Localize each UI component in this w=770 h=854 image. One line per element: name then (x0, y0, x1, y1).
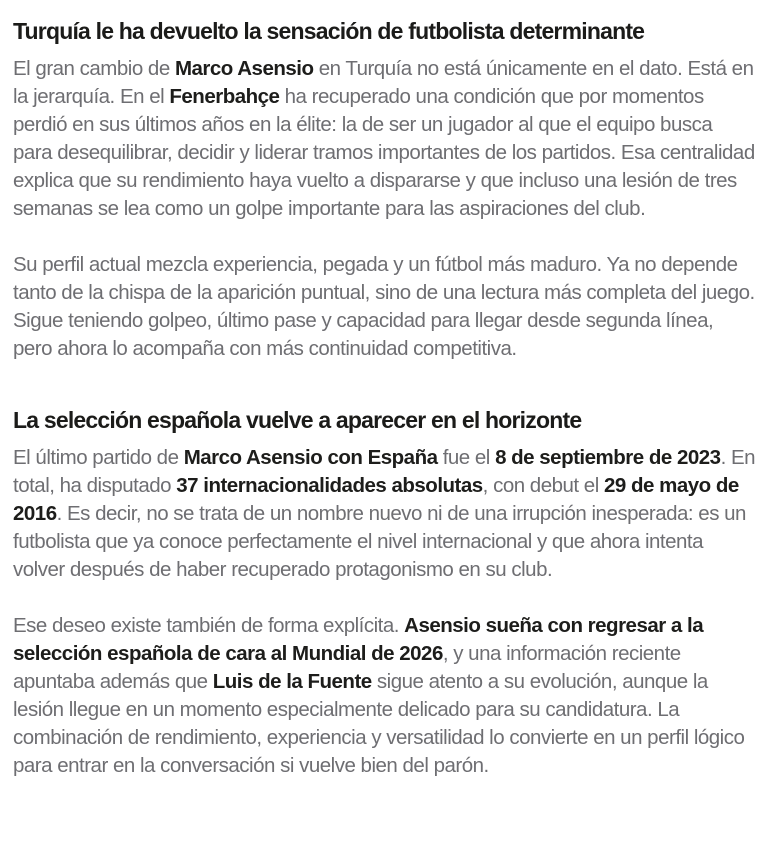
body-text: sigue atento a su evolución, aunque la lesión llegue en un momento especialmente delicado para su candidatura. La combinación de rendimiento, experiencia y versatilidad lo convierte en un perfil lógico para entrar en la conversación si vuelve bien del parón. (13, 670, 745, 777)
body-text: . En total, ha disputado (13, 446, 756, 497)
article-paragraph (13, 55, 756, 223)
section-heading: La selección española vuelve a aparecer en el horizonte (13, 407, 582, 433)
body-text: en Turquía no está únicamente en el dato. Está en la jerarquía. En el (13, 57, 754, 108)
article-paragraph (13, 612, 756, 780)
bold-text: 8 de septiembre de 2023 (495, 446, 721, 469)
section-heading: Turquía le ha devuelto la sensación de futbolista determinante (13, 18, 645, 44)
bold-text: Asensio sueña con regresar a la selección española de cara al Mundial de 2026 (13, 614, 704, 665)
article-section-seleccion (13, 405, 756, 780)
body-text: , y una información reciente apuntaba además que (13, 642, 681, 693)
bold-text: 37 internacionalidades absolutas (176, 474, 483, 497)
body-text: El gran cambio de (13, 57, 175, 80)
bold-text: Marco Asensio (174, 57, 314, 80)
bold-text: Fenerbahçe (169, 85, 280, 108)
body-text: Su perfil actual mezcla experiencia, pegada y un fútbol más maduro. Ya no depende tanto de la chispa de la aparición puntual, sino de una lectura más completa del juego. Sigue teniendo golpeo, último pase y capacidad para llegar desde segunda línea, pero ahora lo acompaña con más continuidad competitiva. (13, 253, 755, 360)
article-paragraph (13, 444, 756, 584)
bold-text: Marco Asensio con España (183, 446, 438, 469)
bold-text: 29 de mayo de 2016 (13, 474, 739, 525)
body-text: . Es decir, no se trata de un nombre nuevo ni de una irrupción inesperada: es un futbolista que ya conoce perfectamente el nivel internacional y que ahora intenta volver después de haber recuperado protagonismo en su club. (13, 502, 746, 581)
bold-text: Luis de la Fuente (212, 670, 372, 693)
body-text: fue el (437, 446, 496, 469)
body-text: , con debut el (482, 474, 604, 497)
body-text: Ese deseo existe también de forma explícita. (13, 614, 405, 637)
article-paragraph (13, 251, 756, 363)
body-text: El último partido de (13, 446, 184, 469)
article-section-turquia (13, 16, 756, 363)
body-text: ha recuperado una condición que por momentos perdió en sus últimos años en la élite: la de ser un jugador al que el equipo busca para desequilibrar, decidir y liderar tramos importantes de los partidos. Esa centralidad explica que su rendimiento haya vuelto a dispararse y que incluso una lesión de tres semanas se lea como un golpe importante para las aspiraciones del club. (13, 85, 755, 220)
